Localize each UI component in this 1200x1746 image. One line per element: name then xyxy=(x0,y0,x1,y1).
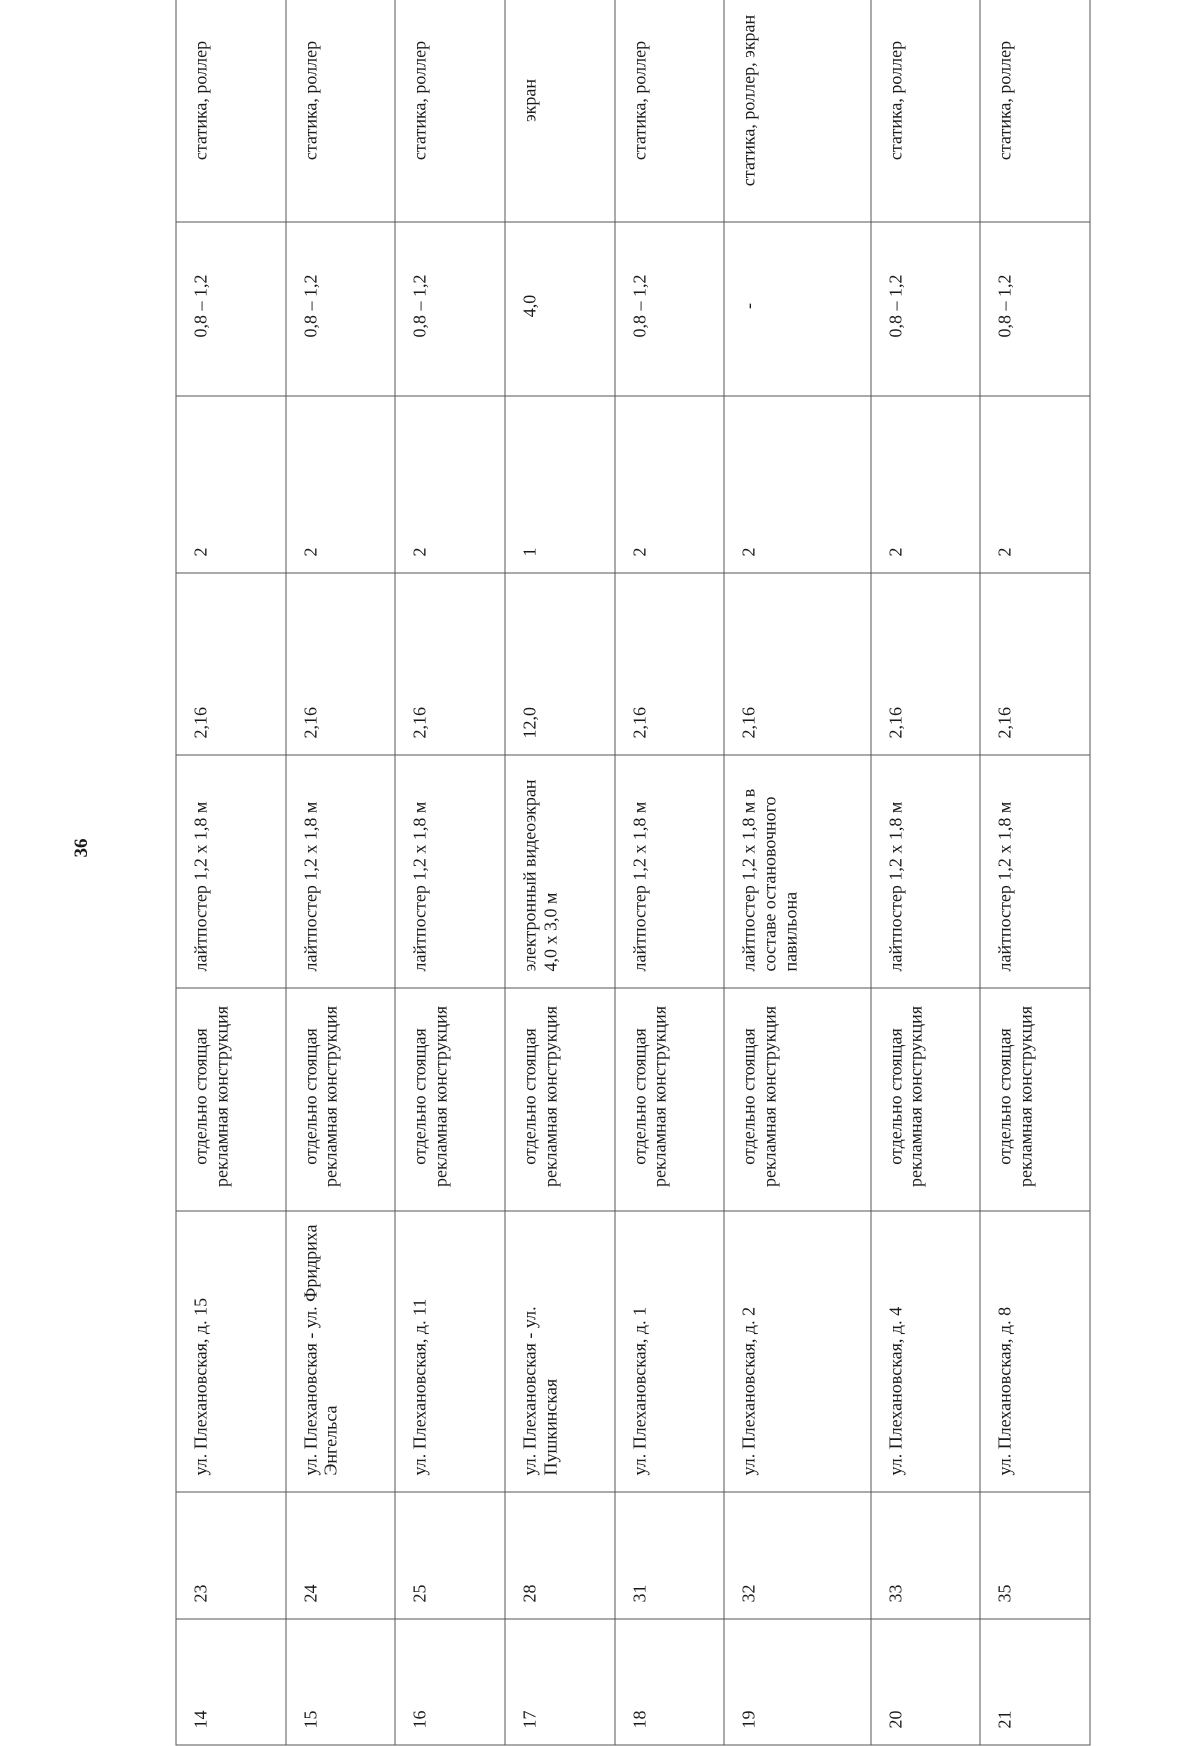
table-row xyxy=(724,0,870,1745)
sides-cell: 2 xyxy=(724,396,870,573)
table-body xyxy=(176,0,1090,1745)
sides-cell: 2 xyxy=(176,396,286,573)
table-row xyxy=(980,0,1090,1745)
row-number-cell: 17 xyxy=(505,1619,615,1745)
structure-type-cell: отдельно стоящая рекламная конструкция xyxy=(505,988,615,1211)
lighting-cell: 0,8 – 1,2 xyxy=(285,222,395,396)
structure-type-cell: отдельно стоящая рекламная конструкция xyxy=(980,988,1090,1211)
sides-cell: 2 xyxy=(870,396,980,573)
structure-type-cell: отдельно стоящая рекламная конструкция xyxy=(176,988,286,1211)
structure-type-cell: отдельно стоящая рекламная конструкция xyxy=(614,988,724,1211)
format-cell: электронный видеоэкран 4,0 х 3,0 м xyxy=(505,755,615,988)
lighting-cell: - xyxy=(724,222,870,396)
area-cell: 12,0 xyxy=(505,573,615,755)
table-row xyxy=(176,0,286,1745)
area-cell: 2,16 xyxy=(614,573,724,755)
lighting-cell: 0,8 – 1,2 xyxy=(980,222,1090,396)
structure-id-cell: 35 xyxy=(980,1492,1090,1619)
table-row xyxy=(395,0,505,1745)
structure-id-cell: 23 xyxy=(176,1492,286,1619)
format-cell: лайтпостер 1,2 х 1,8 м xyxy=(395,755,505,988)
page-number: 36 xyxy=(71,838,92,858)
display-method-cell: экран xyxy=(505,0,615,222)
format-cell: лайтпостер 1,2 х 1,8 м xyxy=(285,755,395,988)
address-cell: ул. Плехановская - ул. Пушкинская xyxy=(505,1211,615,1492)
row-number-cell: 16 xyxy=(395,1619,505,1745)
sides-cell: 2 xyxy=(395,396,505,573)
display-method-cell: статика, роллер xyxy=(870,0,980,222)
address-cell: ул. Плехановская - ул. Фридриха Энгельса xyxy=(285,1211,395,1492)
format-cell: лайтпостер 1,2 х 1,8 м xyxy=(980,755,1090,988)
lighting-cell: 0,8 – 1,2 xyxy=(614,222,724,396)
display-method-cell: статика, роллер xyxy=(614,0,724,222)
address-cell: ул. Плехановская, д. 4 xyxy=(870,1211,980,1492)
display-method-cell: статика, роллер xyxy=(285,0,395,222)
format-cell: лайтпостер 1,2 х 1,8 м в составе остановочного павильона xyxy=(724,755,870,988)
lighting-cell: 0,8 – 1,2 xyxy=(870,222,980,396)
row-number-cell: 15 xyxy=(285,1619,395,1745)
display-method-cell: статика, роллер xyxy=(176,0,286,222)
structure-type-cell: отдельно стоящая рекламная конструкция xyxy=(395,988,505,1211)
structure-type-cell: отдельно стоящая рекламная конструкция xyxy=(870,988,980,1211)
structure-id-cell: 25 xyxy=(395,1492,505,1619)
structure-id-cell: 24 xyxy=(285,1492,395,1619)
sides-cell: 2 xyxy=(614,396,724,573)
table-container xyxy=(175,14,1090,1729)
table-row xyxy=(614,0,724,1745)
area-cell: 2,16 xyxy=(980,573,1090,755)
lighting-cell: 0,8 – 1,2 xyxy=(395,222,505,396)
structure-id-cell: 31 xyxy=(614,1492,724,1619)
format-cell: лайтпостер 1,2 х 1,8 м xyxy=(614,755,724,988)
structure-id-cell: 33 xyxy=(870,1492,980,1619)
table-row xyxy=(285,0,395,1745)
table-row xyxy=(870,0,980,1745)
address-cell: ул. Плехановская, д. 11 xyxy=(395,1211,505,1492)
area-cell: 2,16 xyxy=(870,573,980,755)
format-cell: лайтпостер 1,2 х 1,8 м xyxy=(870,755,980,988)
sides-cell: 1 xyxy=(505,396,615,573)
area-cell: 2,16 xyxy=(285,573,395,755)
row-number-cell: 14 xyxy=(176,1619,286,1745)
row-number-cell: 20 xyxy=(870,1619,980,1745)
area-cell: 2,16 xyxy=(176,573,286,755)
structure-type-cell: отдельно стоящая рекламная конструкция xyxy=(285,988,395,1211)
display-method-cell: статика, роллер xyxy=(980,0,1090,222)
display-method-cell: статика, роллер xyxy=(395,0,505,222)
row-number-cell: 19 xyxy=(724,1619,870,1745)
address-cell: ул. Плехановская, д. 1 xyxy=(614,1211,724,1492)
lighting-cell: 4,0 xyxy=(505,222,615,396)
sides-cell: 2 xyxy=(980,396,1090,573)
advertising-structures-table xyxy=(175,0,1090,1746)
area-cell: 2,16 xyxy=(724,573,870,755)
area-cell: 2,16 xyxy=(395,573,505,755)
row-number-cell: 21 xyxy=(980,1619,1090,1745)
table-row xyxy=(505,0,615,1745)
lighting-cell: 0,8 – 1,2 xyxy=(176,222,286,396)
row-number-cell: 18 xyxy=(614,1619,724,1745)
sides-cell: 2 xyxy=(285,396,395,573)
address-cell: ул. Плехановская, д. 8 xyxy=(980,1211,1090,1492)
display-method-cell: статика, роллер, экран xyxy=(724,0,870,222)
structure-id-cell: 28 xyxy=(505,1492,615,1619)
structure-id-cell: 32 xyxy=(724,1492,870,1619)
format-cell: лайтпостер 1,2 х 1,8 м xyxy=(176,755,286,988)
structure-type-cell: отдельно стоящая рекламная конструкция xyxy=(724,988,870,1211)
address-cell: ул. Плехановская, д. 2 xyxy=(724,1211,870,1492)
address-cell: ул. Плехановская, д. 15 xyxy=(176,1211,286,1492)
